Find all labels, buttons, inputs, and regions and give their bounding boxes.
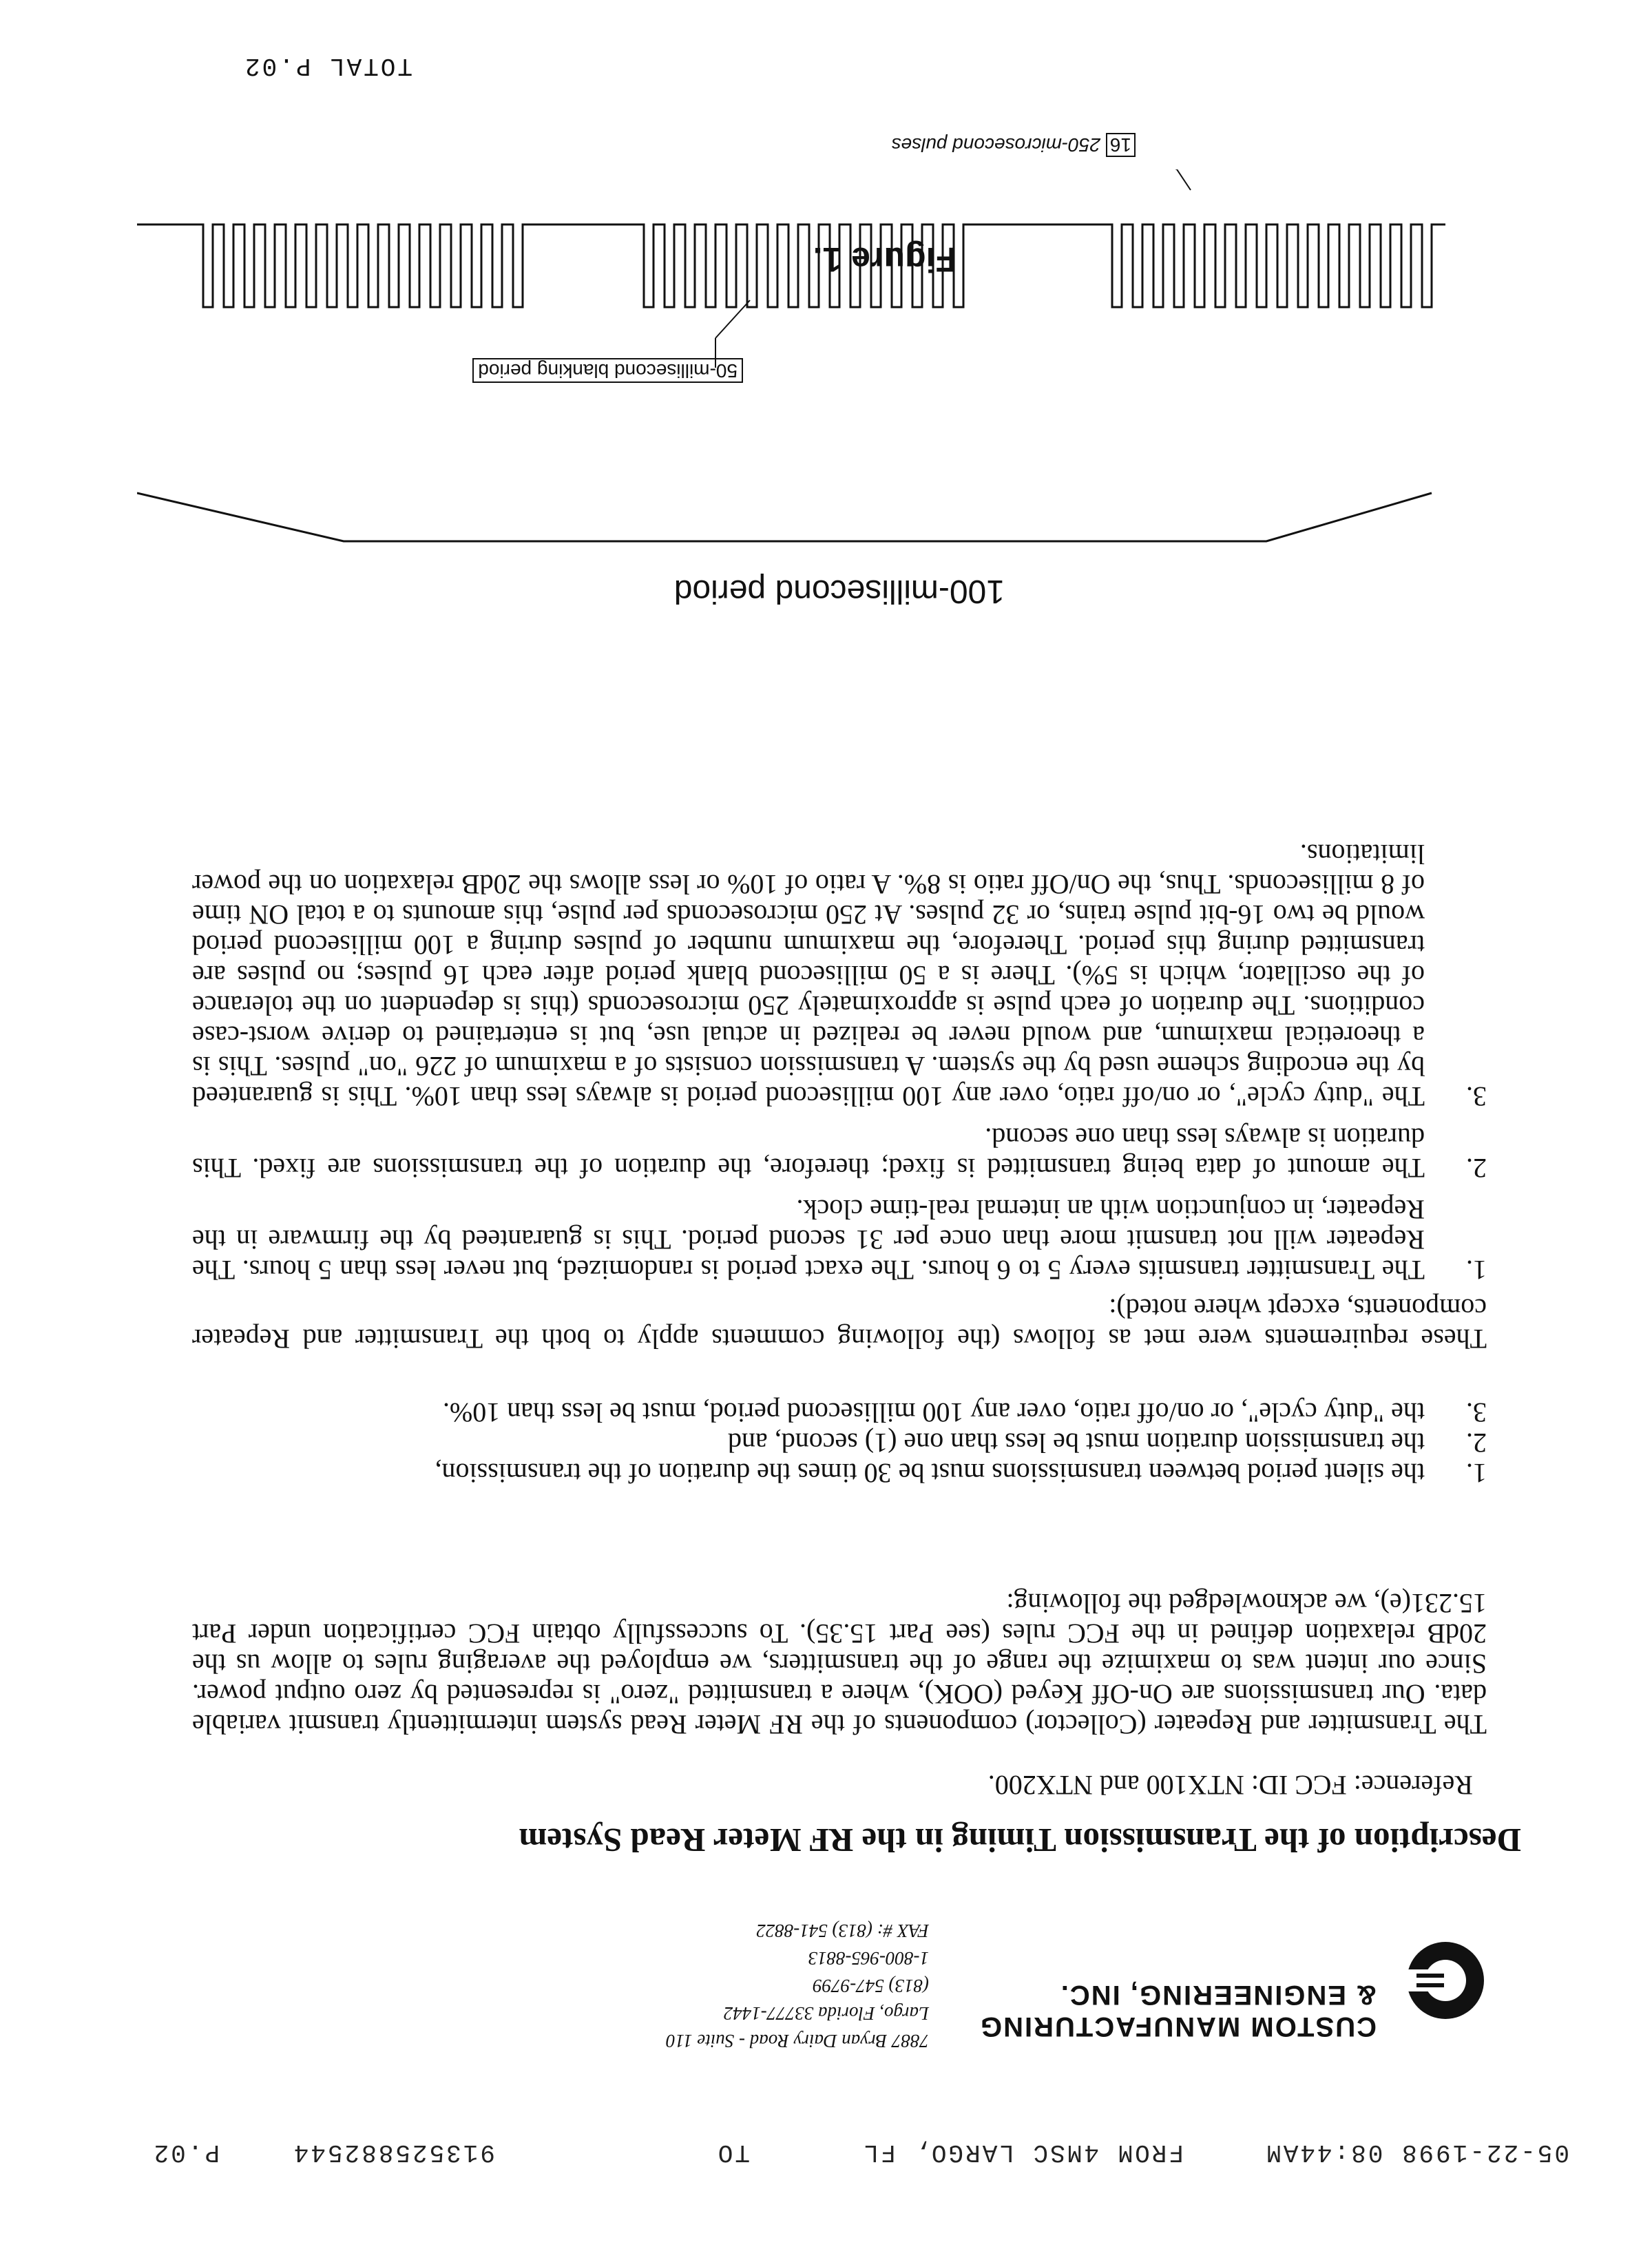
list-number: 1. [1466, 1458, 1487, 1489]
list-text: the transmission duration must be less than one (1) second, and [727, 1427, 1425, 1458]
list-number: 2. [1466, 1427, 1487, 1458]
company-name-line1: CUSTOM MANUFACTURING [979, 2011, 1377, 2042]
list-number: 3. [1466, 1081, 1487, 1112]
pulse-label-text: 250-microsecond pulses [891, 134, 1101, 156]
list-number: 3. [1466, 1397, 1487, 1428]
fax-from: FROM 4MSC LARGO, FL [861, 2138, 1184, 2166]
explanations-list [192, 828, 1487, 1285]
period-bracket [137, 493, 1432, 541]
pulse-label [892, 134, 1136, 156]
list-text: The Transmitter transmits every 5 to 6 hours. The exact period is randomized, but never less than 5 hours. The Repeater will not transmit more than once per 31 second period. This is guaranteed by the firmware in the Repeater, in conjunction with an internal real-time clock. [192, 1194, 1425, 1286]
list-number: 2. [1466, 1153, 1487, 1184]
address-fax: FAX #: (813) 541-8822 [756, 1921, 929, 1941]
blank-label-leader-diag [715, 300, 750, 338]
requirements-list [192, 1397, 1487, 1488]
fax-page-number: P.02 [151, 2138, 220, 2166]
timing-diagram [137, 169, 1445, 610]
company-name [963, 1979, 1377, 2042]
pulse-label-leader [1142, 169, 1191, 190]
list-item [192, 1194, 1487, 1285]
blanking-period-label: 50-millisecond blanking period [472, 358, 743, 383]
period-label: 100-millisecond period [673, 573, 1005, 609]
list-text: The amount of data being transmitted is fixed; therefore, the duration of the transmissions are fixed. This duration is always less than one second. [192, 1122, 1425, 1184]
company-address [516, 1917, 929, 2055]
company-name-line2: & ENGINEERING, INC. [1059, 1980, 1377, 2010]
fax-to: TO [715, 2138, 750, 2166]
pulse-count: 16 [1106, 133, 1136, 157]
list-text: the "duty cycle", or on/off ratio, over any 100 millisecond period, must be less than 10%. [442, 1397, 1425, 1428]
address-street: 7887 Bryan Dairy Road - Suite 110 [666, 2031, 929, 2051]
list-item [192, 1122, 1487, 1183]
list-item [192, 1427, 1487, 1458]
address-tollfree: 1-800-965-8813 [808, 1948, 929, 1969]
list-text: the silent period between transmissions must be 30 times the duration of the transmission, [435, 1458, 1425, 1489]
address-phone: (813) 547-9799 [813, 1976, 929, 1996]
address-city: Largo, Florida 33777-1442 [723, 2003, 929, 2024]
document-title: Description of the Transmission Timing in the RF Meter Read System [519, 1821, 1521, 1859]
fax-number: 913525882544 [291, 2138, 495, 2166]
fax-datetime: 05-22-1998 08:44AM [1264, 2138, 1569, 2166]
pulse-train [137, 224, 1445, 307]
list-text: The "duty cycle", or on/off ratio, over any 100 millisecond period is always less than 10%. This is guaranteed by the encoding scheme used by the system. A transmission consists of a maximum of 226 "on" pulses. This is a theoretical maximum, and would never be realized in actual use, but is entertained to derive worst-case conditions. The duration of each pulse is approximately 250 microseconds (this is dependent on the tolerance of the oscillator, which is 5%). There is a 50 millisecond blank period after each 16 pulses; no pulses are transmitted during this period. Therefore, the maximum number of pulses during a 100 millisecond period would be two 16-bit pulse trains, or 32 pulses. At 250 microseconds per pulse, this amounts to a total ON time of 8 milliseconds. Thus, the On/Off ratio is 8%. A ratio of 10% or less allows the 20dB relaxation on the power limitations. [192, 839, 1425, 1112]
intro-paragraph: The Transmitter and Repeater (Collector) components of the RF Meter Read system intermittently transmit variable data. Our transmissions are On-Off Keyed (OOK), where a transmitted "zero" is represented by zero output power. Since our intent was to maximize the range of the transmitters, we employed the averaging rules to allow us the 20dB relaxation defined in the FCC rules (see Part 15.35). To successfully obtain FCC certification under Part 15.231(e), we acknowledged the following: [192, 1588, 1487, 1740]
reference-line: Reference: FCC ID: NTX100 and NTX200. [987, 1770, 1473, 1801]
pulse-waveform [137, 224, 1445, 307]
list-number: 1. [1466, 1255, 1487, 1286]
company-logo [1404, 1939, 1487, 2022]
fax-header [82, 2132, 1569, 2166]
list-item [192, 1458, 1487, 1488]
timing-figure [137, 134, 1445, 610]
list-item [192, 839, 1487, 1111]
list-item [192, 1397, 1487, 1427]
met-intro-paragraph: These requirements were met as follows (the following comments apply to both the Transmitter and Repeater components, except where noted): [192, 1293, 1487, 1354]
figure-caption: Figure 1. [813, 240, 956, 279]
footer-total: TOTAL P.02 [242, 52, 412, 80]
